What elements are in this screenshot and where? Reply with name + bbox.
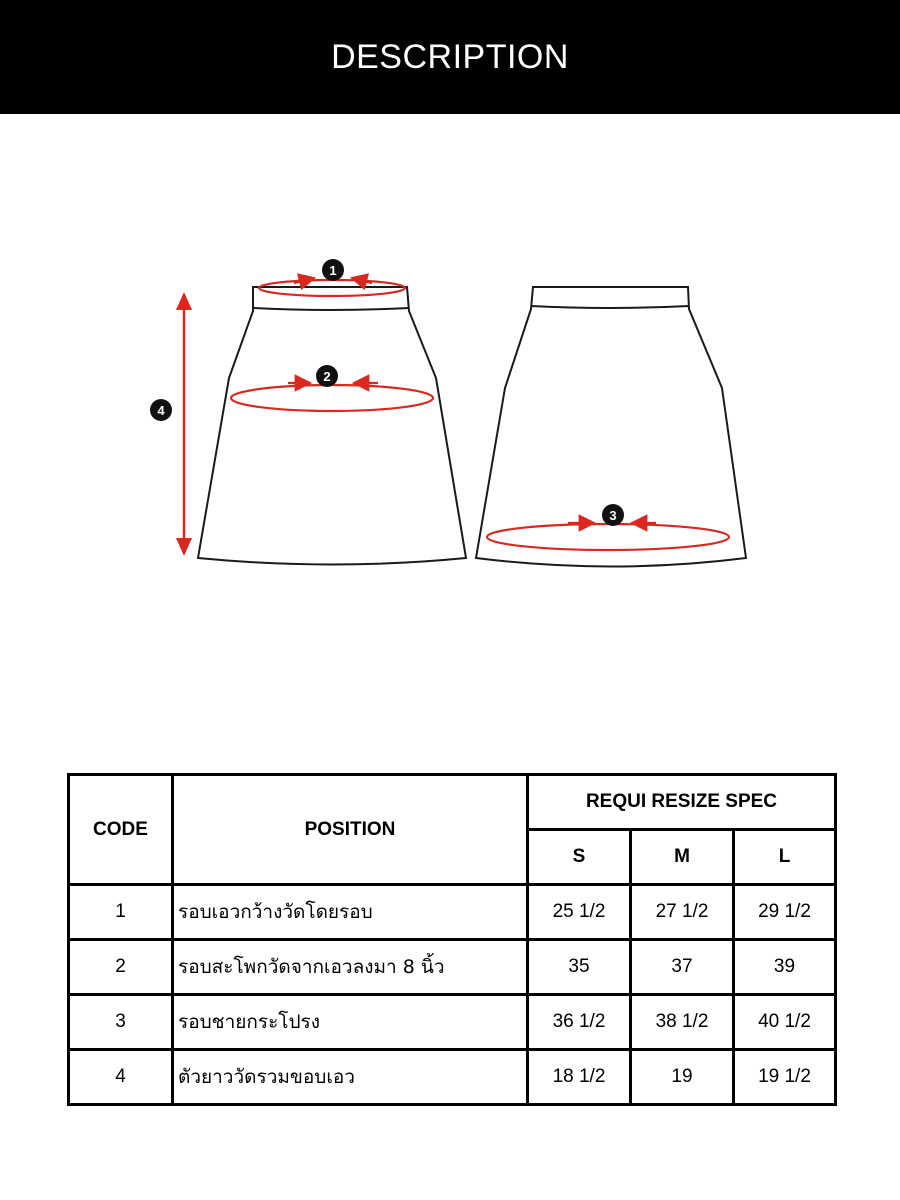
size-header-s: S bbox=[528, 830, 631, 885]
table-row bbox=[69, 1050, 836, 1105]
position-header: POSITION bbox=[173, 775, 528, 885]
row-value-s: 36 1/2 bbox=[528, 995, 631, 1050]
svg-text:2: 2 bbox=[323, 369, 331, 384]
row-code: 2 bbox=[69, 940, 173, 995]
row-code: 1 bbox=[69, 885, 173, 940]
marker-4 bbox=[150, 399, 172, 421]
row-value-m: 27 1/2 bbox=[631, 885, 734, 940]
marker-3 bbox=[602, 504, 624, 526]
row-position: ตัวยาววัดรวมขอบเอว bbox=[173, 1050, 528, 1105]
size-header-l: L bbox=[734, 830, 836, 885]
size-header-m: M bbox=[631, 830, 734, 885]
page-title: DESCRIPTION bbox=[331, 37, 569, 76]
row-value-s: 35 bbox=[528, 940, 631, 995]
row-value-m: 37 bbox=[631, 940, 734, 995]
code-header: CODE bbox=[69, 775, 173, 885]
row-position: รอบสะโพกวัดจากเอวลงมา 8 นิ้ว bbox=[173, 940, 528, 995]
row-code: 3 bbox=[69, 995, 173, 1050]
row-position: รอบเอวกว้างวัดโดยรอบ bbox=[173, 885, 528, 940]
skirt-measurement-diagram bbox=[0, 240, 900, 600]
skirt-front bbox=[198, 287, 466, 565]
row-value-s: 18 1/2 bbox=[528, 1050, 631, 1105]
row-value-m: 38 1/2 bbox=[631, 995, 734, 1050]
size-spec-table bbox=[67, 773, 837, 1106]
row-value-l: 40 1/2 bbox=[734, 995, 836, 1050]
marker-2 bbox=[316, 365, 338, 387]
marker-1 bbox=[322, 259, 344, 281]
table-row bbox=[69, 940, 836, 995]
row-position: รอบชายกระโปรง bbox=[173, 995, 528, 1050]
svg-text:4: 4 bbox=[157, 403, 165, 418]
table-row bbox=[69, 885, 836, 940]
header-bar bbox=[0, 0, 900, 114]
row-value-l: 39 bbox=[734, 940, 836, 995]
table-row bbox=[69, 995, 836, 1050]
spec-header: REQUI RESIZE SPEC bbox=[528, 775, 836, 830]
row-value-l: 19 1/2 bbox=[734, 1050, 836, 1105]
row-value-m: 19 bbox=[631, 1050, 734, 1105]
svg-text:3: 3 bbox=[609, 508, 617, 523]
row-code: 4 bbox=[69, 1050, 173, 1105]
length-measure bbox=[176, 292, 192, 556]
svg-text:1: 1 bbox=[329, 263, 337, 278]
row-value-l: 29 1/2 bbox=[734, 885, 836, 940]
row-value-s: 25 1/2 bbox=[528, 885, 631, 940]
